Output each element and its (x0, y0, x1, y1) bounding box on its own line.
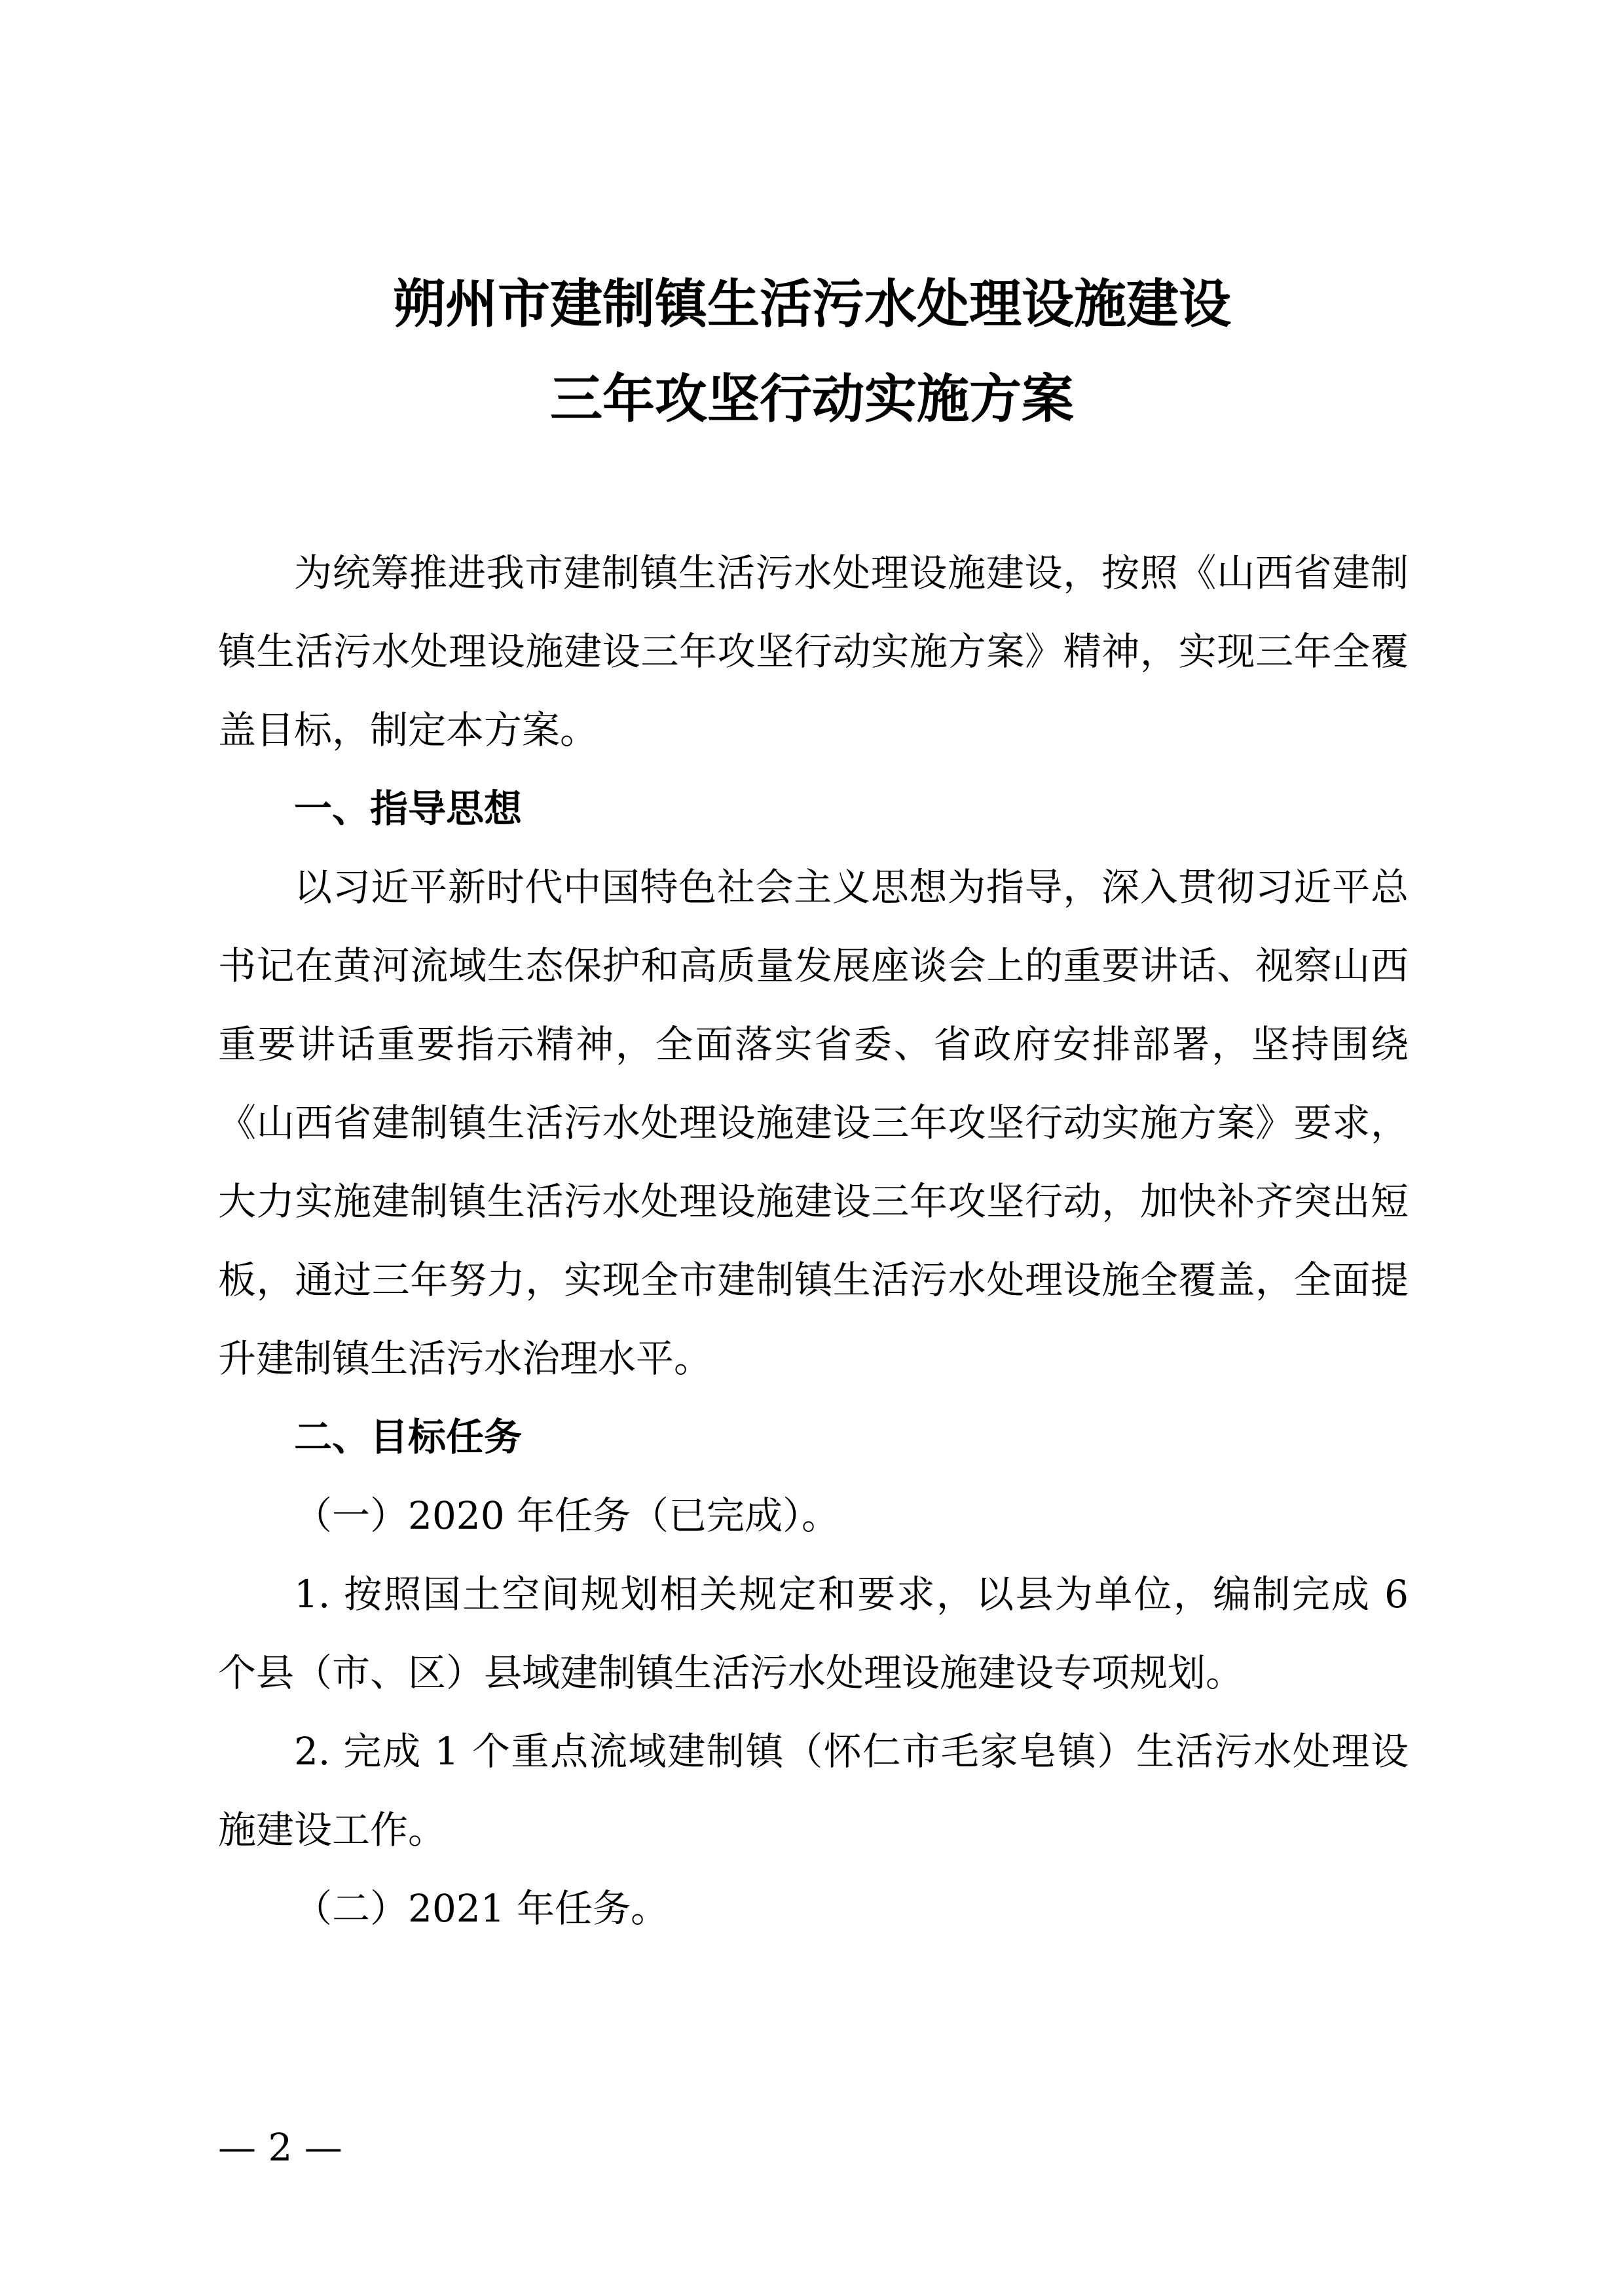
section-heading-goals-tasks: 二、目标任务 (294, 1415, 523, 1459)
document-title-line-2: 三年攻坚行动实施方案 (550, 369, 1074, 429)
task-item-1: 1. 按照国土空间规划相关规定和要求，以县为单位，编制完成 6 个县（市、区）县域建制镇生活污水处理设施建设专项规划。 (218, 1572, 1409, 1695)
task-item-2: 2. 完成 1 个重点流域建制镇（怀仁市毛家皂镇）生活污水处理设施建设工作。 (218, 1729, 1409, 1852)
page-number: — 2 — (218, 2125, 342, 2170)
subsection-heading-2020: （一）2020 年任务（已完成）。 (294, 1493, 840, 1538)
document-body (218, 534, 1409, 1948)
intro-paragraph: 为统筹推进我市建制镇生活污水处理设施建设，按照《山西省建制镇生活污水处理设施建设三年攻坚行动实施方案》精神，实现三年全覆盖目标，制定本方案。 (218, 551, 1409, 752)
subsection-heading-2021: （二）2021 年任务。 (294, 1886, 669, 1931)
document-title-line-1: 朔州市建制镇生活污水处理设施建设 (393, 274, 1231, 335)
section-heading-guiding-ideology: 一、指导思想 (294, 786, 523, 831)
guiding-ideology-paragraph: 以习近平新时代中国特色社会主义思想为指导，深入贯彻习近平总书记在黄河流域生态保护和高质量发展座谈会上的重要讲话、视察山西重要讲话重要指示精神，全面落实省委、省政府安排部署，坚持围绕《山西省建制镇生活污水处理设施建设三年攻坚行动实施方案》要求，大力实施建制镇生活污水处理设施建设三年攻坚行动，加快补齐突出短板，通过三年努力，实现全市建制镇生活污水处理设施全覆盖，全面提升建制镇生活污水治理水平。 (218, 865, 1409, 1381)
